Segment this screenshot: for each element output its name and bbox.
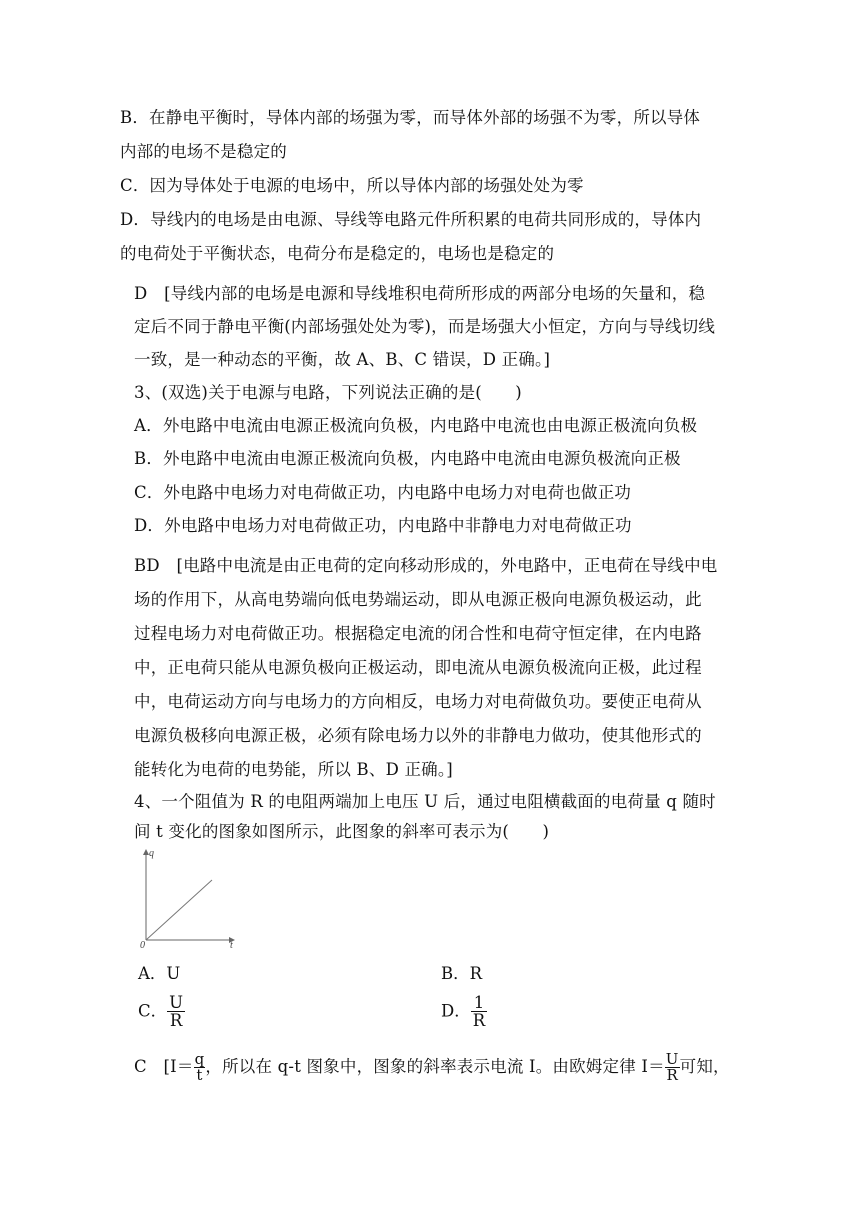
x-axis-label: t xyxy=(230,940,233,950)
q3-option-b: B．外电路中电流由电源正极流向负极，内电路中电流由电源负极流向正极 xyxy=(134,449,681,468)
fraction-u-over-r xyxy=(167,994,185,1030)
fraction-numerator: 1 xyxy=(471,994,487,1012)
q4-answer xyxy=(134,1052,730,1083)
q2-option-c: C．因为导体处于电源的电场中，所以导体内部的场强处处为零 xyxy=(120,176,584,195)
q2-option-d-line2: 的电荷处于平衡状态，电荷分布是稳定的，电场也是稳定的 xyxy=(120,244,555,263)
q4-question-line1: 4、一个阻值为 R 的电阻两端加上电压 U 后，通过电阻横截面的电荷量 q 随时 xyxy=(134,792,716,811)
q3-answer-line: 中，正电荷只能从电源负极向正极运动，即电流从电源负极流向正极，此过程 xyxy=(134,658,702,677)
q2-answer-line2: 定后不同于静电平衡(内部场强处处为零)，而是场强大小恒定，方向与导线切线 xyxy=(134,317,716,336)
fraction-denominator: t xyxy=(196,1066,203,1084)
q3-option-d: D．外电路中电场力对电荷做正功，内电路中非静电力对电荷做正功 xyxy=(134,516,632,535)
q3-question: 3、(双选)关于电源与电路，下列说法正确的是( ) xyxy=(134,383,522,402)
q4-option-d xyxy=(441,994,487,1030)
q2-answer-line3: 一致，是一种动态的平衡，故 A、B、C 错误，D 正确。] xyxy=(134,350,551,369)
fraction-numerator: U xyxy=(665,1050,679,1068)
q3-option-a: A．外电路中电流由电源正极流向负极，内电路中电流也由电源正极流向负极 xyxy=(134,416,698,435)
q4-answer-end: 可知， xyxy=(679,1057,730,1076)
q4-option-b: B．R xyxy=(441,964,483,983)
q4-answer-start: C [I＝ xyxy=(134,1057,194,1076)
q4-answer-mid: ，所以在 q-t 图象中，图象的斜率表示电流 I。由欧姆定律 I＝ xyxy=(205,1057,665,1076)
fraction-denominator: R xyxy=(169,1011,183,1031)
y-axis-label: q xyxy=(149,848,154,859)
q3-answer-line: 中，电荷运动方向与电场力的方向相反，电场力对电荷做负功。要使正电荷从 xyxy=(134,692,702,711)
fraction-numerator: q xyxy=(194,1050,205,1068)
q3-answer-line: 过程电场力对电荷做正功。根据稳定电流的闭合性和电荷守恒定律，在内电路 xyxy=(134,624,702,643)
fraction-1-over-r xyxy=(471,994,487,1030)
q4-option-c-prefix: C． xyxy=(138,1001,168,1021)
q3-answer-line: BD [电路中电流是由正电荷的定向移动形成的，外电路中，正电荷在导线中电 xyxy=(134,556,718,575)
q4-option-c xyxy=(138,994,185,1030)
q4-option-d-prefix: D． xyxy=(441,1001,471,1021)
fraction-denominator: R xyxy=(666,1066,678,1084)
q3-answer-line: 电源负极移向电源正极，必须有除电场力以外的非静电力做功，使其他形式的 xyxy=(134,726,702,745)
q2-option-d-line1: D．导线内的电场是由电源、导线等电路元件所积累的电荷共同形成的，导体内 xyxy=(120,210,702,229)
q3-answer-line: 场的作用下，从高电势端向低电势端运动，即从电源正极向电源负极运动，此 xyxy=(134,590,702,609)
fraction-numerator: U xyxy=(169,993,184,1012)
origin-label: 0 xyxy=(140,940,145,950)
fraction-u-over-r xyxy=(665,1052,680,1083)
fraction-denominator: R xyxy=(472,1011,486,1031)
q2-option-b-line2: 内部的电场不是稳定的 xyxy=(120,142,287,161)
q-t-graph xyxy=(134,844,246,950)
fraction-q-over-t xyxy=(194,1052,206,1083)
q3-answer-line: 能转化为电荷的电势能，所以 B、D 正确。] xyxy=(134,760,453,779)
q4-option-a: A．U xyxy=(138,964,181,983)
q-t-line xyxy=(146,880,212,940)
q2-option-b-line1: B．在静电平衡时，导体内部的场强为零，而导体外部的场强不为零，所以导体 xyxy=(120,108,701,127)
q3-option-c: C．外电路中电场力对电荷做正功，内电路中电场力对电荷也做正功 xyxy=(134,483,632,502)
q4-question-line2: 间 t 变化的图象如图所示，此图象的斜率可表示为( ) xyxy=(134,822,550,841)
q2-answer-line1: D [导线内部的电场是电源和导线堆积电荷所形成的两部分电场的矢量和，稳 xyxy=(134,284,706,303)
